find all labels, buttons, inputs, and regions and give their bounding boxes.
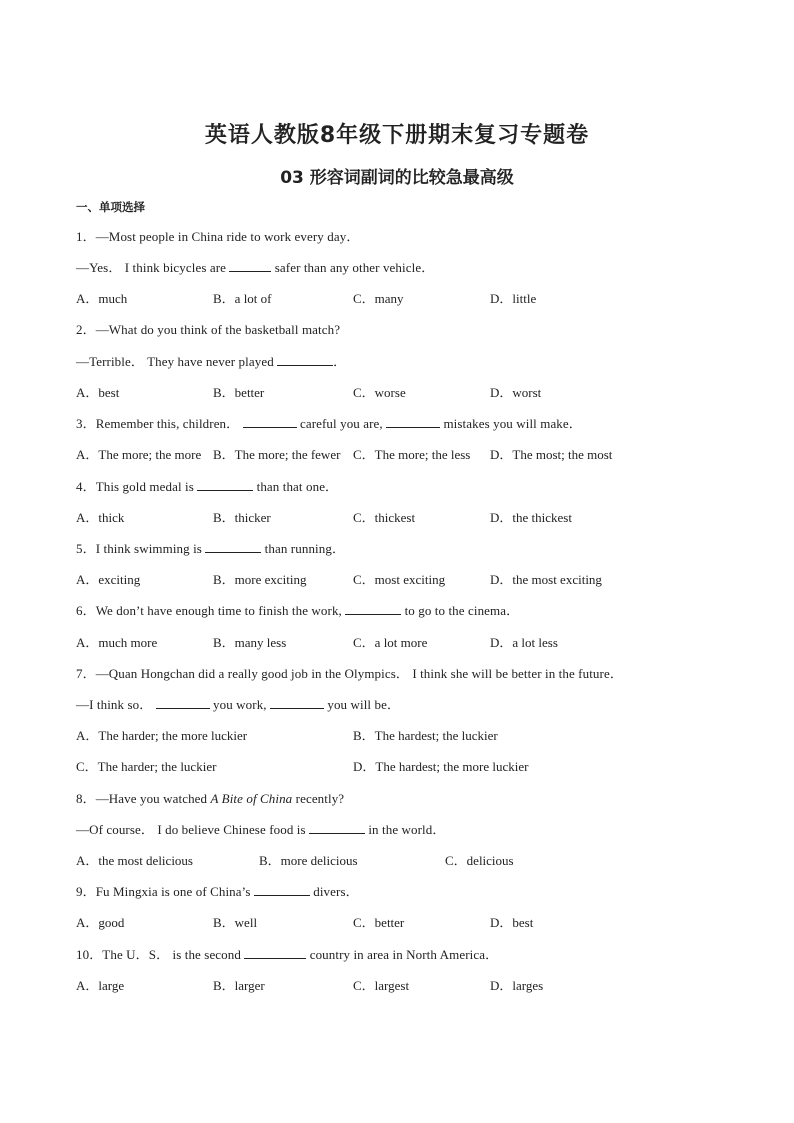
q4-stem: 4．This gold medal is than that one．: [76, 479, 339, 494]
q5-option-b[interactable]: B．more exciting: [213, 572, 307, 587]
answer-blank[interactable]: [309, 822, 365, 834]
answer-blank[interactable]: [345, 603, 401, 615]
section-heading: 一、单项选择: [76, 200, 145, 214]
q10-option-a[interactable]: A．large: [76, 978, 125, 993]
answer-blank[interactable]: [156, 697, 210, 709]
q6-option-a[interactable]: A．much more: [76, 635, 158, 650]
q8-option-c[interactable]: C．delicious: [445, 853, 514, 868]
answer-blank[interactable]: [277, 354, 333, 366]
q2-option-c[interactable]: C．worse: [353, 385, 406, 400]
q3-option-c[interactable]: C．The more; the less: [353, 447, 471, 462]
page-title: 英语人教版8年级下册期末复习专题卷: [204, 123, 590, 148]
q8-option-a[interactable]: A．the most delicious: [76, 853, 193, 868]
q2-option-a[interactable]: A．best: [76, 385, 120, 400]
q2-stem: 2．—What do you think of the basketball match?: [76, 322, 341, 337]
q3-option-a[interactable]: A．The more; the more: [76, 447, 202, 462]
q5-option-c[interactable]: C．most exciting: [353, 572, 446, 587]
q1-option-a[interactable]: A．much: [76, 291, 128, 306]
q9-option-d[interactable]: D．best: [490, 915, 534, 930]
answer-blank[interactable]: [205, 541, 261, 553]
q9-option-b[interactable]: B．well: [213, 915, 258, 930]
q3-option-b[interactable]: B．The more; the fewer: [213, 447, 341, 462]
q7-response: —I think so． you work, you will be．: [76, 697, 401, 712]
q10-option-c[interactable]: C．largest: [353, 978, 410, 993]
q9-option-a[interactable]: A．good: [76, 915, 125, 930]
q8-response: —Of course． I do believe Chinese food is in the world．: [76, 822, 446, 837]
q8-option-b[interactable]: B．more delicious: [259, 853, 358, 868]
answer-blank[interactable]: [270, 697, 324, 709]
q5-option-a[interactable]: A．exciting: [76, 572, 141, 587]
q9-stem: 9．Fu Mingxia is one of China’s divers．: [76, 884, 359, 899]
answer-blank[interactable]: [229, 260, 271, 272]
q6-option-b[interactable]: B．many less: [213, 635, 287, 650]
q9-option-c[interactable]: C．better: [353, 915, 405, 930]
q2-option-d[interactable]: D．worst: [490, 385, 542, 400]
q6-stem: 6．We don’t have enough time to finish the work, to go to the cinema．: [76, 603, 520, 618]
q4-option-b[interactable]: B．thicker: [213, 510, 271, 525]
q10-option-b[interactable]: B．larger: [213, 978, 265, 993]
q10-stem: 10．The U．S． is the second country in area in North America．: [76, 947, 499, 962]
answer-blank[interactable]: [197, 479, 253, 491]
q1-option-c[interactable]: C．many: [353, 291, 404, 306]
q2-option-b[interactable]: B．better: [213, 385, 265, 400]
answer-blank[interactable]: [244, 947, 306, 959]
answer-blank[interactable]: [254, 884, 310, 896]
q6-option-c[interactable]: C．a lot more: [353, 635, 428, 650]
q10-option-d[interactable]: D．larges: [490, 978, 544, 993]
q7-stem: 7．—Quan Hongchan did a really good job in the Olympics． I think she will be better in the future．: [76, 666, 623, 681]
q7-option-a[interactable]: A．The harder; the more luckier: [76, 728, 248, 743]
q7-option-b[interactable]: B．The hardest; the luckier: [353, 728, 498, 743]
book-title: A Bite of China: [210, 791, 293, 806]
q1-stem: 1．—Most people in China ride to work every day．: [76, 229, 360, 244]
q7-option-d[interactable]: D．The hardest; the more luckier: [353, 759, 529, 774]
q4-option-c[interactable]: C．thickest: [353, 510, 416, 525]
q1-response: —Yes． I think bicycles are safer than any other vehicle．: [76, 260, 435, 275]
q4-option-a[interactable]: A．thick: [76, 510, 125, 525]
q1-option-d[interactable]: D．little: [490, 291, 537, 306]
page-subtitle: 03 形容词副词的比较急最高级: [280, 168, 514, 188]
q3-stem: 3．Remember this, children． careful you are, mistakes you will make．: [76, 416, 582, 431]
q7-option-c[interactable]: C．The harder; the luckier: [76, 759, 217, 774]
q1-option-b[interactable]: B．a lot of: [213, 291, 272, 306]
q6-option-d[interactable]: D．a lot less: [490, 635, 558, 650]
q5-stem: 5．I think swimming is than running．: [76, 541, 346, 556]
q8-stem: 8．—Have you watched A Bite of China recently?: [76, 791, 345, 806]
answer-blank[interactable]: [386, 416, 440, 428]
q3-option-d[interactable]: D．The most; the most: [490, 447, 613, 462]
q5-option-d[interactable]: D．the most exciting: [490, 572, 602, 587]
q4-option-d[interactable]: D．the thickest: [490, 510, 572, 525]
q2-response: —Terrible． They have never played ．: [76, 354, 347, 369]
answer-blank[interactable]: [243, 416, 297, 428]
